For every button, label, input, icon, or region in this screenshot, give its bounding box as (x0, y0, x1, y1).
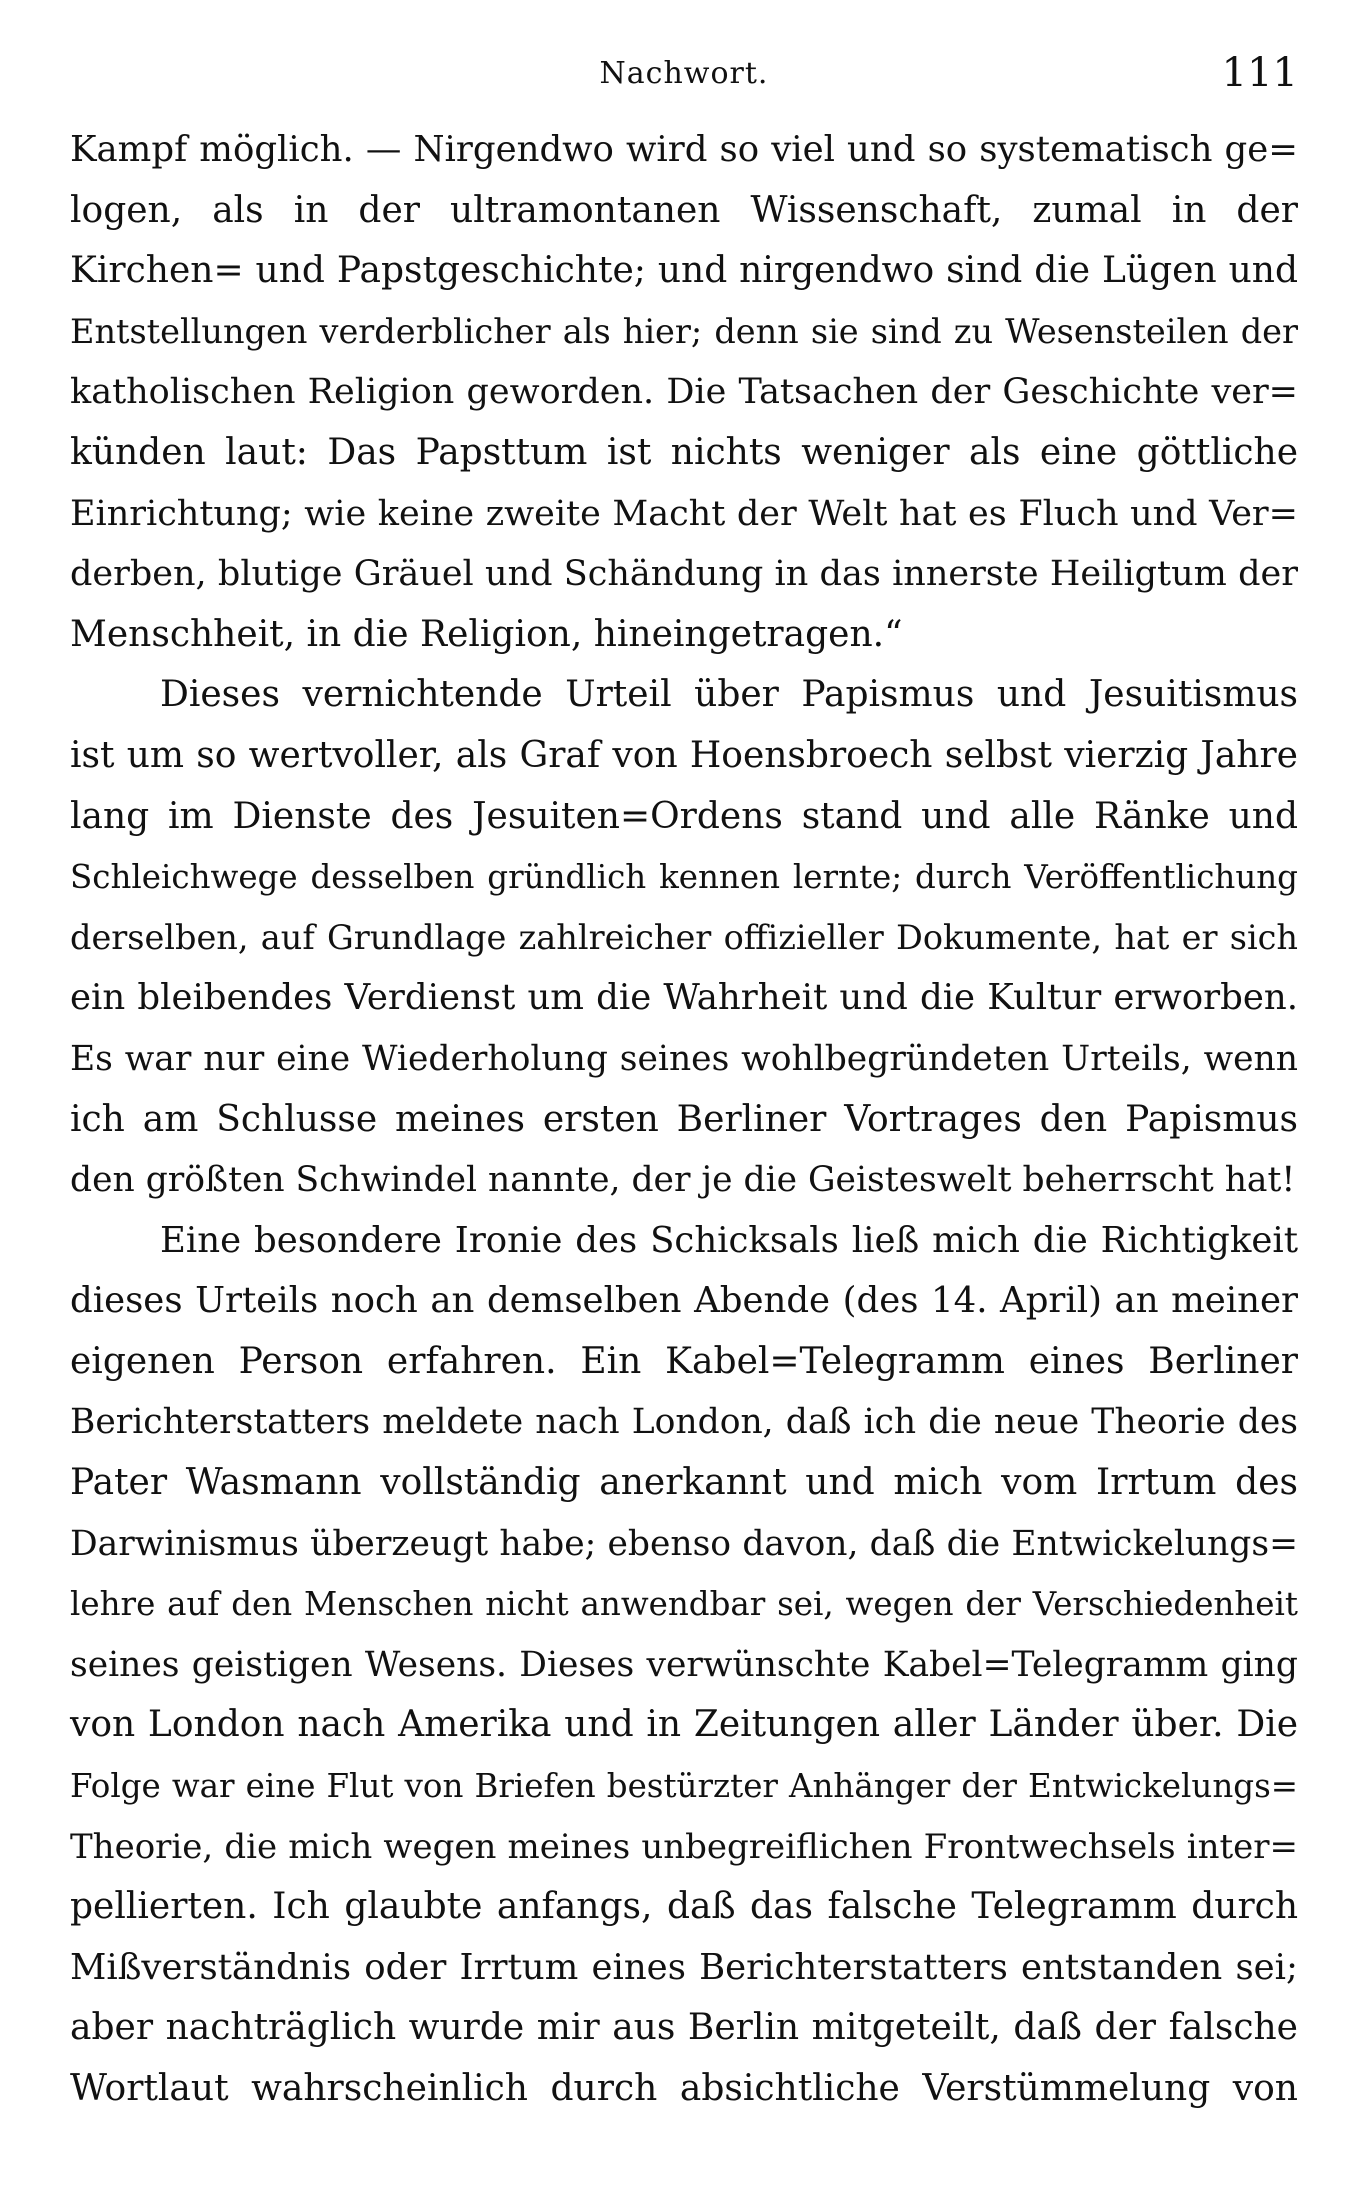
text-line: seines geistigen Wesens. Dieses verwünschte Kabel=Telegramm ging (70, 1644, 1298, 1685)
text-line: Einrichtung; wie keine zweite Macht der Welt hat es Fluch und Ver= (70, 493, 1298, 534)
text-line: Mißverständnis oder Irrtum eines Berichterstatters entstanden sei; (70, 1946, 1298, 1988)
body-text (70, 120, 1298, 2120)
text-line: Berichterstatters meldete nach London, daß ich die neue Theorie des (70, 1402, 1298, 1443)
text-line: Folge war eine Flut von Briefen bestürzter Anhänger der Entwickelungs= (70, 1767, 1298, 1806)
text-line: dieses Urteils noch an demselben Abende (des 14. April) an meiner (70, 1280, 1298, 1322)
text-line: lehre auf den Menschen nicht anwendbar sei, wegen der Verschiedenheit (70, 1585, 1298, 1624)
page-number: 111 (1221, 50, 1298, 96)
text-line: lang im Dienste des Jesuiten=Ordens stand und alle Ränke und (70, 795, 1298, 837)
text-line: Darwinismus überzeugt habe; ebenso davon, daß die Entwickelungs= (70, 1523, 1298, 1564)
text-line: Eine besondere Ironie des Schicksals ließ mich die Richtigkeit (160, 1219, 1298, 1261)
text-line: eigenen Person erfahren. Ein Kabel=Telegramm eines Berliner (70, 1340, 1298, 1382)
text-line: Es war nur eine Wiederholung seines wohlbegründeten Urteils, wenn (70, 1038, 1298, 1079)
text-line: Wortlaut wahrscheinlich durch absichtliche Verstümmelung von (70, 2068, 1298, 2109)
text-line: Theorie, die mich wegen meines unbegreiflichen Frontwechsels inter= (70, 1826, 1298, 1867)
text-line: Kirchen= und Papstgeschichte; und nirgendwo sind die Lügen und (70, 250, 1298, 292)
text-line: ein bleibendes Verdienst um die Wahrheit und die Kultur erworben. (70, 977, 1298, 1019)
text-line: Pater Wasmann vollständig anerkannt und mich vom Irrtum des (70, 1462, 1298, 1504)
running-head (70, 48, 1298, 108)
text-line: logen, als in der ultramontanen Wissenschaft, zumal in der (70, 189, 1298, 231)
text-line: derben, blutige Gräuel und Schändung in das innerste Heiligtum der (70, 554, 1298, 595)
text-line: Entstellungen verderblicher als hier; denn sie sind zu Wesensteilen der (70, 311, 1298, 351)
text-line: derselben, auf Grundlage zahlreicher offizieller Dokumente, hat er sich (70, 917, 1298, 957)
text-line: Kampf möglich. — Nirgendwo wird so viel und so systematisch ge= (70, 129, 1298, 170)
text-line: Schleichwege desselben gründlich kennen lernte; durch Veröffentlichung (70, 858, 1298, 897)
text-line: den größten Schwindel nannte, der je die Geisteswelt beherrscht hat! (70, 1160, 1296, 1201)
text-line: künden laut: Das Papsttum ist nichts weniger als eine göttliche (70, 431, 1298, 473)
text-line: ich am Schlusse meines ersten Berliner Vortrages den Papismus (70, 1098, 1298, 1140)
text-line: aber nachträglich wurde mir aus Berlin mitgeteilt, daß der falsche (70, 2007, 1298, 2049)
text-line: ist um so wertvoller, als Graf von Hoensbroech selbst vierzig Jahre (70, 734, 1298, 776)
text-line: Menschheit, in die Religion, hineingetragen.“ (70, 613, 903, 655)
running-head-title: Nachwort. (599, 56, 769, 91)
text-line: von London nach Amerika und in Zeitungen aller Länder über. Die (70, 1704, 1298, 1746)
text-line: pellierten. Ich glaubte anfangs, daß das falsche Telegramm durch (70, 1886, 1298, 1928)
text-line: katholischen Religion geworden. Die Tatsachen der Geschichte ver= (70, 372, 1298, 413)
text-line: Dieses vernichtende Urteil über Papismus und Jesuitismus (160, 674, 1298, 716)
